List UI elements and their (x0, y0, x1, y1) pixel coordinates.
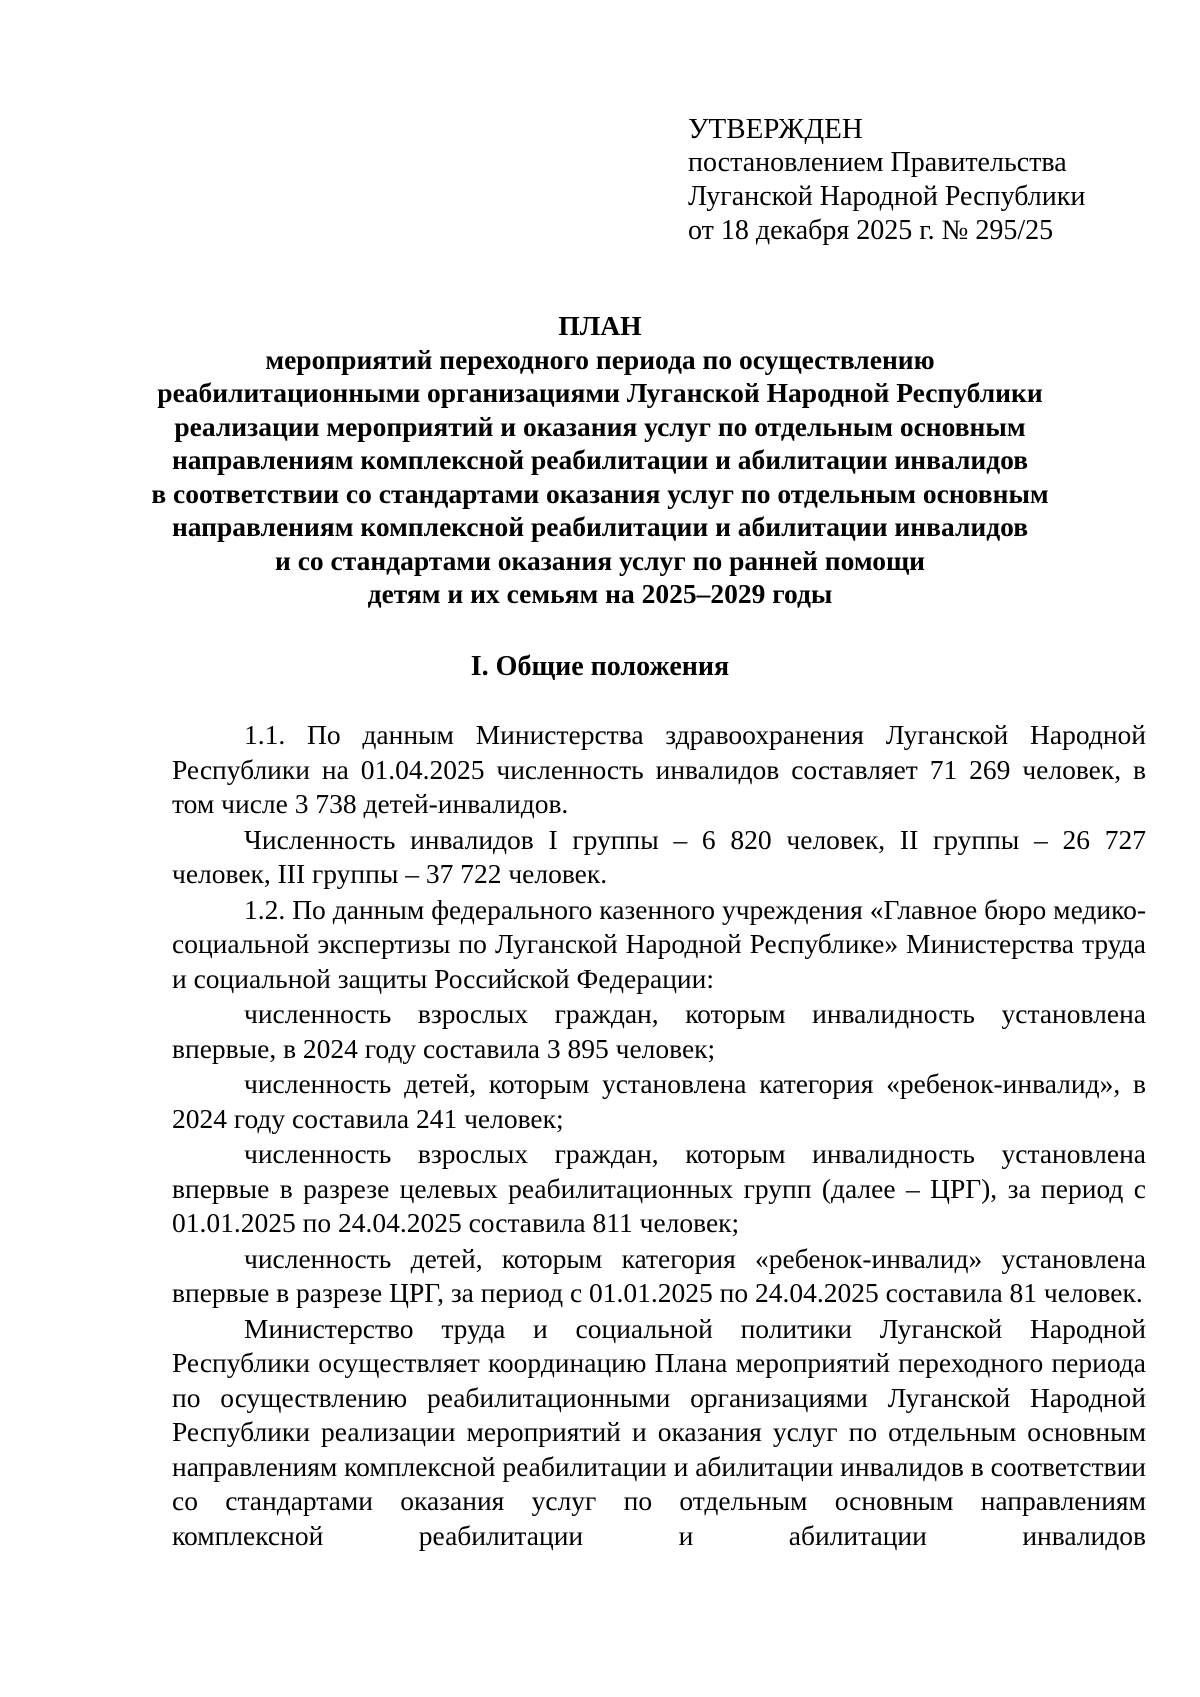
document-body (172, 718, 1146, 1554)
plan-subtitle-line: в соответствии со стандартами оказания услуг по отдельным основным (151, 477, 1049, 509)
section-title: I. Общие положения (470, 651, 730, 682)
paragraph: 1.1. По данным Министерства здравоохранения Луганской Народной Республики на 01.04.2025 численность инвалидов составляет 71 269 человек, в том числе 3 738 детей-инвалидов. (172, 719, 1146, 819)
plan-subtitle-line: мероприятий переходного периода по осуществлению (265, 343, 935, 375)
approval-date-number: от 18 декабря 2025 г. № 295/25 (688, 215, 1054, 246)
paragraph: численность детей, которым установлена категория «ребенок-инвалид», в 2024 году составила 241 человек; (172, 1068, 1146, 1134)
plan-subtitle-line: реабилитационными организациями Луганской Народной Республики (157, 377, 1043, 408)
paragraph: Численность инвалидов I группы – 6 820 человек, II группы – 26 727 человек, III группы – 37 722 человек. (172, 823, 1146, 889)
paragraph: численность детей, которым категория «ребенок-инвалид» установлена впервые в разрезе ЦРГ, за период с 01.01.2025 по 24.04.2025 составила 81 человек. (172, 1242, 1146, 1308)
paragraph: Министерство труда и социальной политики Луганской Народной Республики осуществляет координацию Плана мероприятий переходного периода по осуществлению реабилитационными организациями Луганской Народной Республики реализации мероприятий и оказания услуг по отдельным основным направлениям комплексной реабилитации и абилитации инвалидов в соответствии со стандартами оказания услуг по отдельным основным направлениям комплексной реабилитации и абилитации инвалидов (172, 1312, 1146, 1551)
plan-subtitle-line: направлениям комплексной реабилитации и абилитации инвалидов (171, 444, 1029, 475)
plan-subtitle-line: направлениям комплексной реабилитации и абилитации инвалидов (171, 511, 1029, 542)
plan-heading (100, 309, 1100, 611)
paragraph: 1.2. По данным федерального казенного учреждения «Главное бюро медико-социальной экспертизы по Луганской Народной Республике» Министерства труда и социальной защиты Российской Федерации: (172, 893, 1146, 994)
plan-subtitle-line: детям и их семьям на 2025–2029 годы (367, 578, 833, 609)
paragraph: численность взрослых граждан, которым инвалидность установлена впервые, в 2024 году составила 3 895 человек; (172, 998, 1146, 1064)
approval-line: Луганской Народной Республики (688, 181, 1086, 212)
plan-subtitle-line: и со стандартами оказания услуг по ранней помощи (274, 544, 926, 576)
approval-line: постановлением Правительства (688, 147, 1067, 178)
plan-title: ПЛАН (558, 310, 642, 341)
approval-title: УТВЕРЖДЕН (688, 113, 863, 145)
paragraph: численность взрослых граждан, которым инвалидность установлена впервые в разрезе целевых реабилитационных групп (далее – ЦРГ), за период с 01.01.2025 по 24.04.2025 составила 811 человек; (172, 1138, 1146, 1238)
approval-stamp-block (688, 112, 1168, 248)
plan-subtitle-line: реализации мероприятий и оказания услуг по отдельным основным (174, 410, 1026, 442)
